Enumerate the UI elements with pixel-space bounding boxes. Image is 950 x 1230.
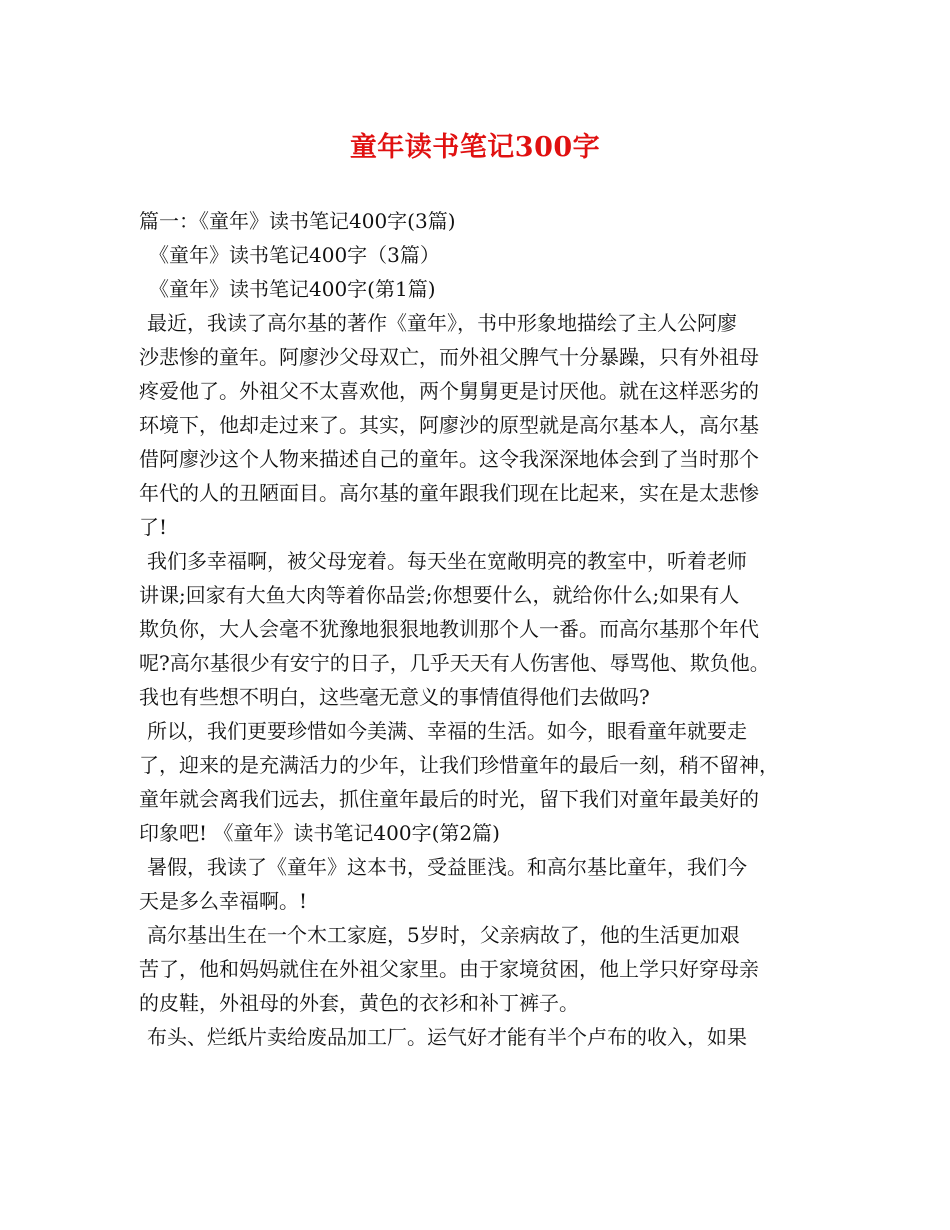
text-line: 呢?高尔基很少有安宁的日子，几乎天天有人伤害他、辱骂他、欺负他。 xyxy=(139,651,770,675)
text-line: 高尔基出生在一个木工家庭，5岁时，父亲病故了，他的生活更加艰 xyxy=(147,923,740,947)
text-line: 了! xyxy=(139,515,168,539)
text-line-part-1-heading: 《童年》读书笔记400字(第1篇) xyxy=(149,277,436,301)
text-line: 疼爱他了。外祖父不太喜欢他，两个舅舅更是讨厌他。就在这样恶劣的 xyxy=(139,379,759,403)
text-line: 童年就会离我们远去，抓住童年最后的时光，留下我们对童年最美好的 xyxy=(139,787,759,811)
text-line-subheading: 《童年》读书笔记400字（3篇） xyxy=(149,243,440,267)
text-line: 我也有些想不明白，这些毫无意义的事情值得他们去做吗? xyxy=(139,685,650,709)
text-line: 的皮鞋，外祖母的外套，黄色的衣衫和补丁裤子。 xyxy=(139,991,579,1015)
text-line-heading: 篇一：《童年》读书笔记400字(3篇) xyxy=(139,209,456,233)
text-line: 最近，我读了高尔基的著作《童年》，书中形象地描绘了主人公阿廖 xyxy=(147,311,737,335)
text-line: 苦了，他和妈妈就住在外祖父家里。由于家境贫困，他上学只好穿母亲 xyxy=(139,957,759,981)
text-line: 天是多么幸福啊。! xyxy=(139,889,308,913)
text-line: 年代的人的丑陋面目。高尔基的童年跟我们现在比起来，实在是太悲惨 xyxy=(139,481,759,505)
text-line: 欺负你，大人会毫不犹豫地狠狠地教训那个人一番。而高尔基那个年代 xyxy=(139,617,759,641)
document-title: 童年读书笔记300字 xyxy=(349,132,601,163)
text-line: 印象吧! 《童年》读书笔记400字(第2篇) xyxy=(139,821,500,845)
text-line: 借阿廖沙这个人物来描述自己的童年。这令我深深地体会到了当时那个 xyxy=(139,447,759,471)
text-line: 了，迎来的是充满活力的少年，让我们珍惜童年的最后一刻，稍不留神， xyxy=(139,753,779,777)
text-line: 布头、烂纸片卖给废品加工厂。运气好才能有半个卢布的收入，如果 xyxy=(147,1025,747,1049)
text-line: 所以，我们更要珍惜如今美满、幸福的生活。如今，眼看童年就要走 xyxy=(147,719,747,743)
text-line: 沙悲惨的童年。阿廖沙父母双亡，而外祖父脾气十分暴躁，只有外祖母 xyxy=(139,345,759,369)
text-line: 讲课;回家有大鱼大肉等着你品尝;你想要什么，就给你什么;如果有人 xyxy=(139,583,740,607)
document-body xyxy=(139,204,819,1054)
text-line: 环境下，他却走过来了。其实，阿廖沙的原型就是高尔基本人，高尔基 xyxy=(139,413,759,437)
text-line: 我们多幸福啊，被父母宠着。每天坐在宽敞明亮的教室中，听着老师 xyxy=(147,549,747,573)
text-line: 暑假，我读了《童年》这本书，受益匪浅。和高尔基比童年，我们今 xyxy=(147,855,747,879)
